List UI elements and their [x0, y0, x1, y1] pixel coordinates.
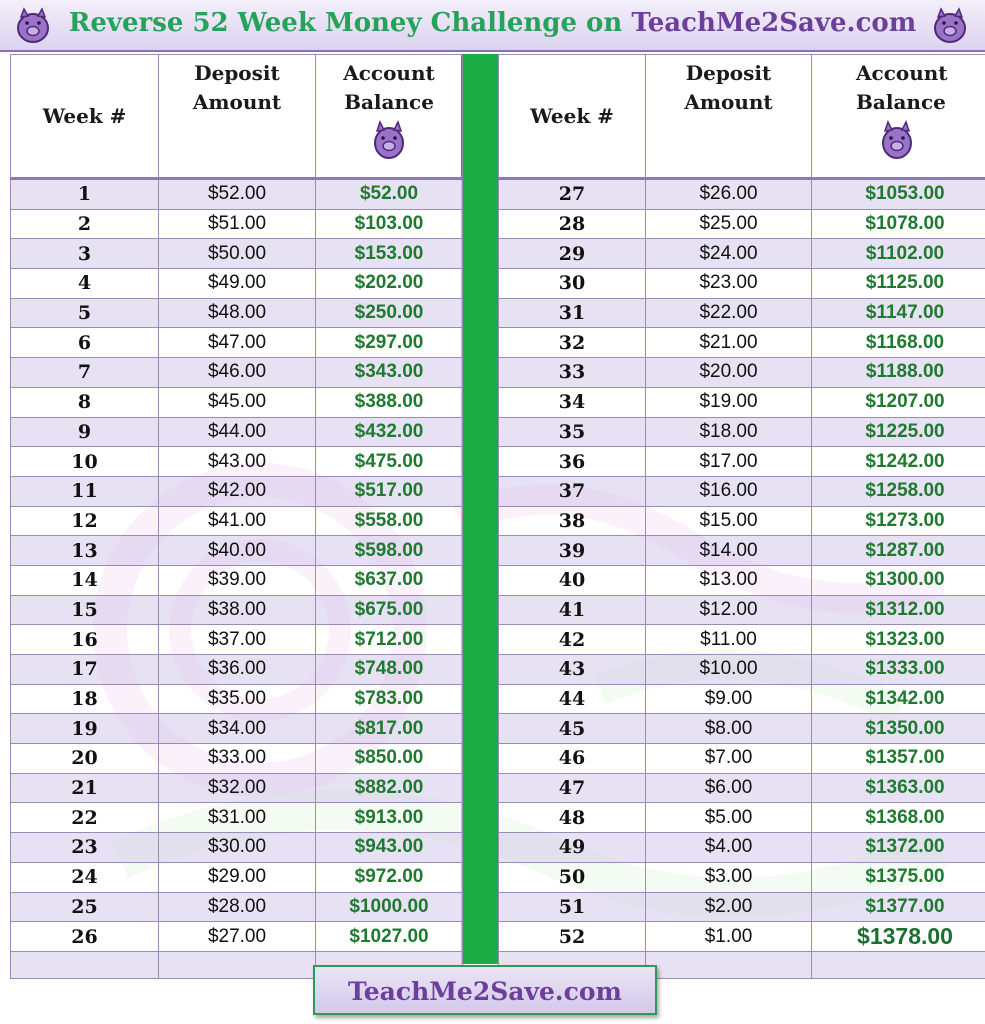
table-row: [11, 298, 463, 328]
deposit-cell: $4.00: [646, 833, 812, 863]
table-row: [499, 417, 985, 447]
table-row: [499, 922, 985, 952]
balance-cell: $1342.00: [812, 684, 985, 714]
deposit-cell: $21.00: [646, 328, 812, 358]
deposit-cell: $19.00: [646, 387, 812, 417]
table-row: [11, 209, 463, 239]
balance-cell: $1333.00: [812, 655, 985, 685]
balance-cell: $748.00: [316, 655, 463, 685]
week-cell: 11: [11, 476, 159, 506]
balance-header-line2: Balance: [344, 90, 434, 114]
balance-header-line2: Balance: [856, 90, 946, 114]
right-table-body: [499, 179, 985, 979]
deposit-cell: $16.00: [646, 476, 812, 506]
week-cell: 19: [11, 714, 159, 744]
deposit-cell: $22.00: [646, 298, 812, 328]
balance-cell: $1242.00: [812, 447, 985, 477]
deposit-cell: $3.00: [646, 862, 812, 892]
balance-cell: $1323.00: [812, 625, 985, 655]
table-row: [499, 892, 985, 922]
balance-cell: $1377.00: [812, 892, 985, 922]
table-row: [499, 358, 985, 388]
table-row: [499, 387, 985, 417]
week-cell: 47: [499, 773, 646, 803]
week-cell: 1: [11, 179, 159, 210]
final-total-cell: $1378.00: [812, 922, 985, 952]
week-cell: 22: [11, 803, 159, 833]
title-text: Reverse 52 Week Money Challenge on: [68, 8, 632, 38]
table-row: [11, 922, 463, 952]
table-row: [499, 239, 985, 269]
week-cell: 12: [11, 506, 159, 536]
table-row: [11, 773, 463, 803]
week-cell: 52: [499, 922, 646, 952]
balance-cell: $103.00: [316, 209, 463, 239]
table-row: [499, 595, 985, 625]
balance-cell: $850.00: [316, 744, 463, 774]
balance-cell: $388.00: [316, 387, 463, 417]
balance-cell: $1375.00: [812, 862, 985, 892]
balance-cell: $1207.00: [812, 387, 985, 417]
deposit-cell: $8.00: [646, 714, 812, 744]
balance-cell: $1078.00: [812, 209, 985, 239]
week-cell: 16: [11, 625, 159, 655]
blank-cell: [159, 951, 316, 978]
balance-cell: $637.00: [316, 565, 463, 595]
balance-cell: $517.00: [316, 476, 463, 506]
balance-cell: $558.00: [316, 506, 463, 536]
balance-cell: $202.00: [316, 269, 463, 299]
deposit-cell: $29.00: [159, 862, 316, 892]
deposit-cell: $52.00: [159, 179, 316, 210]
deposit-cell: $12.00: [646, 595, 812, 625]
week-cell: 38: [499, 506, 646, 536]
deposit-cell: $26.00: [646, 179, 812, 210]
week-cell: 24: [11, 862, 159, 892]
deposit-cell: $5.00: [646, 803, 812, 833]
week-cell: 14: [11, 565, 159, 595]
balance-header-line1: Account: [343, 61, 435, 85]
balance-cell: $1312.00: [812, 595, 985, 625]
table-row: [499, 328, 985, 358]
deposit-header-line1: Deposit: [685, 61, 772, 85]
deposit-cell: $48.00: [159, 298, 316, 328]
deposit-cell: $38.00: [159, 595, 316, 625]
table-row: [11, 179, 463, 210]
table-row: [11, 625, 463, 655]
table-row: [11, 476, 463, 506]
piggy-bank-icon: [369, 119, 409, 163]
deposit-cell: $30.00: [159, 833, 316, 863]
balance-cell: $1102.00: [812, 239, 985, 269]
deposit-cell: $49.00: [159, 269, 316, 299]
deposit-cell: $7.00: [646, 744, 812, 774]
week-cell: 28: [499, 209, 646, 239]
column-divider: [461, 54, 498, 964]
blank-cell: [646, 951, 812, 978]
week-cell: 26: [11, 922, 159, 952]
table-row: [499, 773, 985, 803]
deposit-cell: $2.00: [646, 892, 812, 922]
week-cell: 51: [499, 892, 646, 922]
balance-cell: $972.00: [316, 862, 463, 892]
balance-cell: $817.00: [316, 714, 463, 744]
balance-cell: $475.00: [316, 447, 463, 477]
deposit-cell: $10.00: [646, 655, 812, 685]
week-cell: 39: [499, 536, 646, 566]
week-cell: 29: [499, 239, 646, 269]
week-cell: 33: [499, 358, 646, 388]
table-row: [11, 833, 463, 863]
table-row: [499, 506, 985, 536]
week-cell: 36: [499, 447, 646, 477]
deposit-cell: $9.00: [646, 684, 812, 714]
week-header: Week #: [11, 55, 159, 179]
table-row: [499, 179, 985, 210]
deposit-cell: $46.00: [159, 358, 316, 388]
balance-cell: $1363.00: [812, 773, 985, 803]
table-row: [499, 714, 985, 744]
deposit-cell: $32.00: [159, 773, 316, 803]
deposit-cell: $33.00: [159, 744, 316, 774]
balance-cell: $153.00: [316, 239, 463, 269]
balance-cell: $1258.00: [812, 476, 985, 506]
footer-site-name: TeachMe2Save.com: [348, 977, 622, 1006]
table-row: [499, 536, 985, 566]
week-cell: 10: [11, 447, 159, 477]
week-cell: 37: [499, 476, 646, 506]
balance-header-line1: Account: [856, 61, 948, 85]
table-row: [499, 803, 985, 833]
balance-cell: $1168.00: [812, 328, 985, 358]
week-cell: 3: [11, 239, 159, 269]
deposit-cell: $25.00: [646, 209, 812, 239]
deposit-cell: $41.00: [159, 506, 316, 536]
table-row: [11, 328, 463, 358]
balance-cell: $1287.00: [812, 536, 985, 566]
balance-cell: $1300.00: [812, 565, 985, 595]
table-row: [499, 862, 985, 892]
week-cell: 49: [499, 833, 646, 863]
table-row: [499, 684, 985, 714]
balance-cell: $913.00: [316, 803, 463, 833]
right-table: [498, 54, 985, 979]
balance-cell: $432.00: [316, 417, 463, 447]
week-cell: 44: [499, 684, 646, 714]
deposit-cell: $43.00: [159, 447, 316, 477]
balance-cell: $250.00: [316, 298, 463, 328]
week-cell: 9: [11, 417, 159, 447]
week-cell: 35: [499, 417, 646, 447]
table-row: [11, 269, 463, 299]
left-table-body: [11, 179, 463, 979]
week-cell: 4: [11, 269, 159, 299]
balance-cell: $675.00: [316, 595, 463, 625]
deposit-cell: $39.00: [159, 565, 316, 595]
table-row: [11, 536, 463, 566]
balance-cell: $1188.00: [812, 358, 985, 388]
table-header-row: [11, 55, 463, 179]
balance-cell: $882.00: [316, 773, 463, 803]
table-row: [499, 744, 985, 774]
week-cell: 50: [499, 862, 646, 892]
deposit-cell: $35.00: [159, 684, 316, 714]
deposit-cell: $27.00: [159, 922, 316, 952]
week-cell: 40: [499, 565, 646, 595]
balance-cell: $1350.00: [812, 714, 985, 744]
table-row: [11, 239, 463, 269]
piggy-bank-icon: [877, 119, 917, 163]
week-cell: 31: [499, 298, 646, 328]
table-row: [499, 269, 985, 299]
table-row: [11, 803, 463, 833]
week-cell: 46: [499, 744, 646, 774]
deposit-cell: $51.00: [159, 209, 316, 239]
table-row: [11, 595, 463, 625]
blank-cell: [11, 951, 159, 978]
title-banner: [0, 0, 985, 52]
week-cell: 15: [11, 595, 159, 625]
table-row: [11, 506, 463, 536]
balance-cell: $1027.00: [316, 922, 463, 952]
piggy-bank-icon: [929, 5, 971, 47]
balance-header: [812, 55, 985, 179]
deposit-cell: $18.00: [646, 417, 812, 447]
deposit-cell: $6.00: [646, 773, 812, 803]
deposit-cell: $50.00: [159, 239, 316, 269]
title-site-name: TeachMe2Save.com: [631, 8, 917, 38]
balance-cell: $52.00: [316, 179, 463, 210]
balance-cell: $297.00: [316, 328, 463, 358]
deposit-cell: $47.00: [159, 328, 316, 358]
week-cell: 18: [11, 684, 159, 714]
footer-badge: [313, 965, 657, 1015]
table-row: [11, 358, 463, 388]
week-cell: 20: [11, 744, 159, 774]
balance-cell: $1053.00: [812, 179, 985, 210]
deposit-cell: $15.00: [646, 506, 812, 536]
table-row: [499, 209, 985, 239]
deposit-cell: $20.00: [646, 358, 812, 388]
deposit-cell: $34.00: [159, 714, 316, 744]
week-cell: 27: [499, 179, 646, 210]
week-cell: 41: [499, 595, 646, 625]
table-row: [11, 684, 463, 714]
week-cell: 48: [499, 803, 646, 833]
deposit-cell: $23.00: [646, 269, 812, 299]
week-cell: 45: [499, 714, 646, 744]
balance-cell: $1273.00: [812, 506, 985, 536]
week-cell: 8: [11, 387, 159, 417]
week-cell: 5: [11, 298, 159, 328]
week-cell: 30: [499, 269, 646, 299]
deposit-cell: $36.00: [159, 655, 316, 685]
balance-cell: $598.00: [316, 536, 463, 566]
week-cell: 32: [499, 328, 646, 358]
balance-cell: $343.00: [316, 358, 463, 388]
table-row: [11, 387, 463, 417]
table-row: [499, 298, 985, 328]
table-row: [11, 744, 463, 774]
table-row: [499, 476, 985, 506]
deposit-cell: $45.00: [159, 387, 316, 417]
deposit-header: [646, 55, 812, 179]
table-row: [11, 417, 463, 447]
deposit-header-line1: Deposit: [194, 61, 280, 85]
balance-cell: $1000.00: [316, 892, 463, 922]
balance-cell: $1357.00: [812, 744, 985, 774]
deposit-cell: $13.00: [646, 565, 812, 595]
week-cell: 42: [499, 625, 646, 655]
week-cell: 7: [11, 358, 159, 388]
balance-cell: $783.00: [316, 684, 463, 714]
table-row: [499, 447, 985, 477]
balance-cell: $1225.00: [812, 417, 985, 447]
week-cell: 6: [11, 328, 159, 358]
table-row: [11, 862, 463, 892]
deposit-cell: $11.00: [646, 625, 812, 655]
table-row: [499, 565, 985, 595]
week-cell: 25: [11, 892, 159, 922]
deposit-header-line2: Amount: [192, 90, 282, 114]
table-header-row: [499, 55, 985, 179]
table-row: [11, 565, 463, 595]
week-cell: 13: [11, 536, 159, 566]
deposit-cell: $24.00: [646, 239, 812, 269]
blank-cell: [812, 951, 985, 978]
week-cell: 43: [499, 655, 646, 685]
page-title: [0, 8, 985, 38]
week-cell: 23: [11, 833, 159, 863]
balance-cell: $1372.00: [812, 833, 985, 863]
table-row: [11, 447, 463, 477]
deposit-header-line2: Amount: [684, 90, 773, 114]
deposit-cell: $40.00: [159, 536, 316, 566]
table-row: [499, 833, 985, 863]
deposit-cell: $37.00: [159, 625, 316, 655]
balance-cell: $943.00: [316, 833, 463, 863]
deposit-cell: $14.00: [646, 536, 812, 566]
table-row: [499, 655, 985, 685]
week-cell: 21: [11, 773, 159, 803]
balance-header: [316, 55, 463, 179]
table-row: [11, 655, 463, 685]
balance-cell: $1147.00: [812, 298, 985, 328]
deposit-cell: $28.00: [159, 892, 316, 922]
week-cell: 34: [499, 387, 646, 417]
balance-cell: $712.00: [316, 625, 463, 655]
deposit-cell: $1.00: [646, 922, 812, 952]
week-header: Week #: [499, 55, 646, 179]
deposit-cell: $31.00: [159, 803, 316, 833]
deposit-cell: $44.00: [159, 417, 316, 447]
balance-cell: $1368.00: [812, 803, 985, 833]
deposit-header: [159, 55, 316, 179]
table-row: [11, 892, 463, 922]
week-cell: 17: [11, 655, 159, 685]
table-row: [499, 625, 985, 655]
left-table: [10, 54, 463, 979]
table-row: [11, 714, 463, 744]
week-cell: 2: [11, 209, 159, 239]
deposit-cell: $42.00: [159, 476, 316, 506]
deposit-cell: $17.00: [646, 447, 812, 477]
balance-cell: $1125.00: [812, 269, 985, 299]
